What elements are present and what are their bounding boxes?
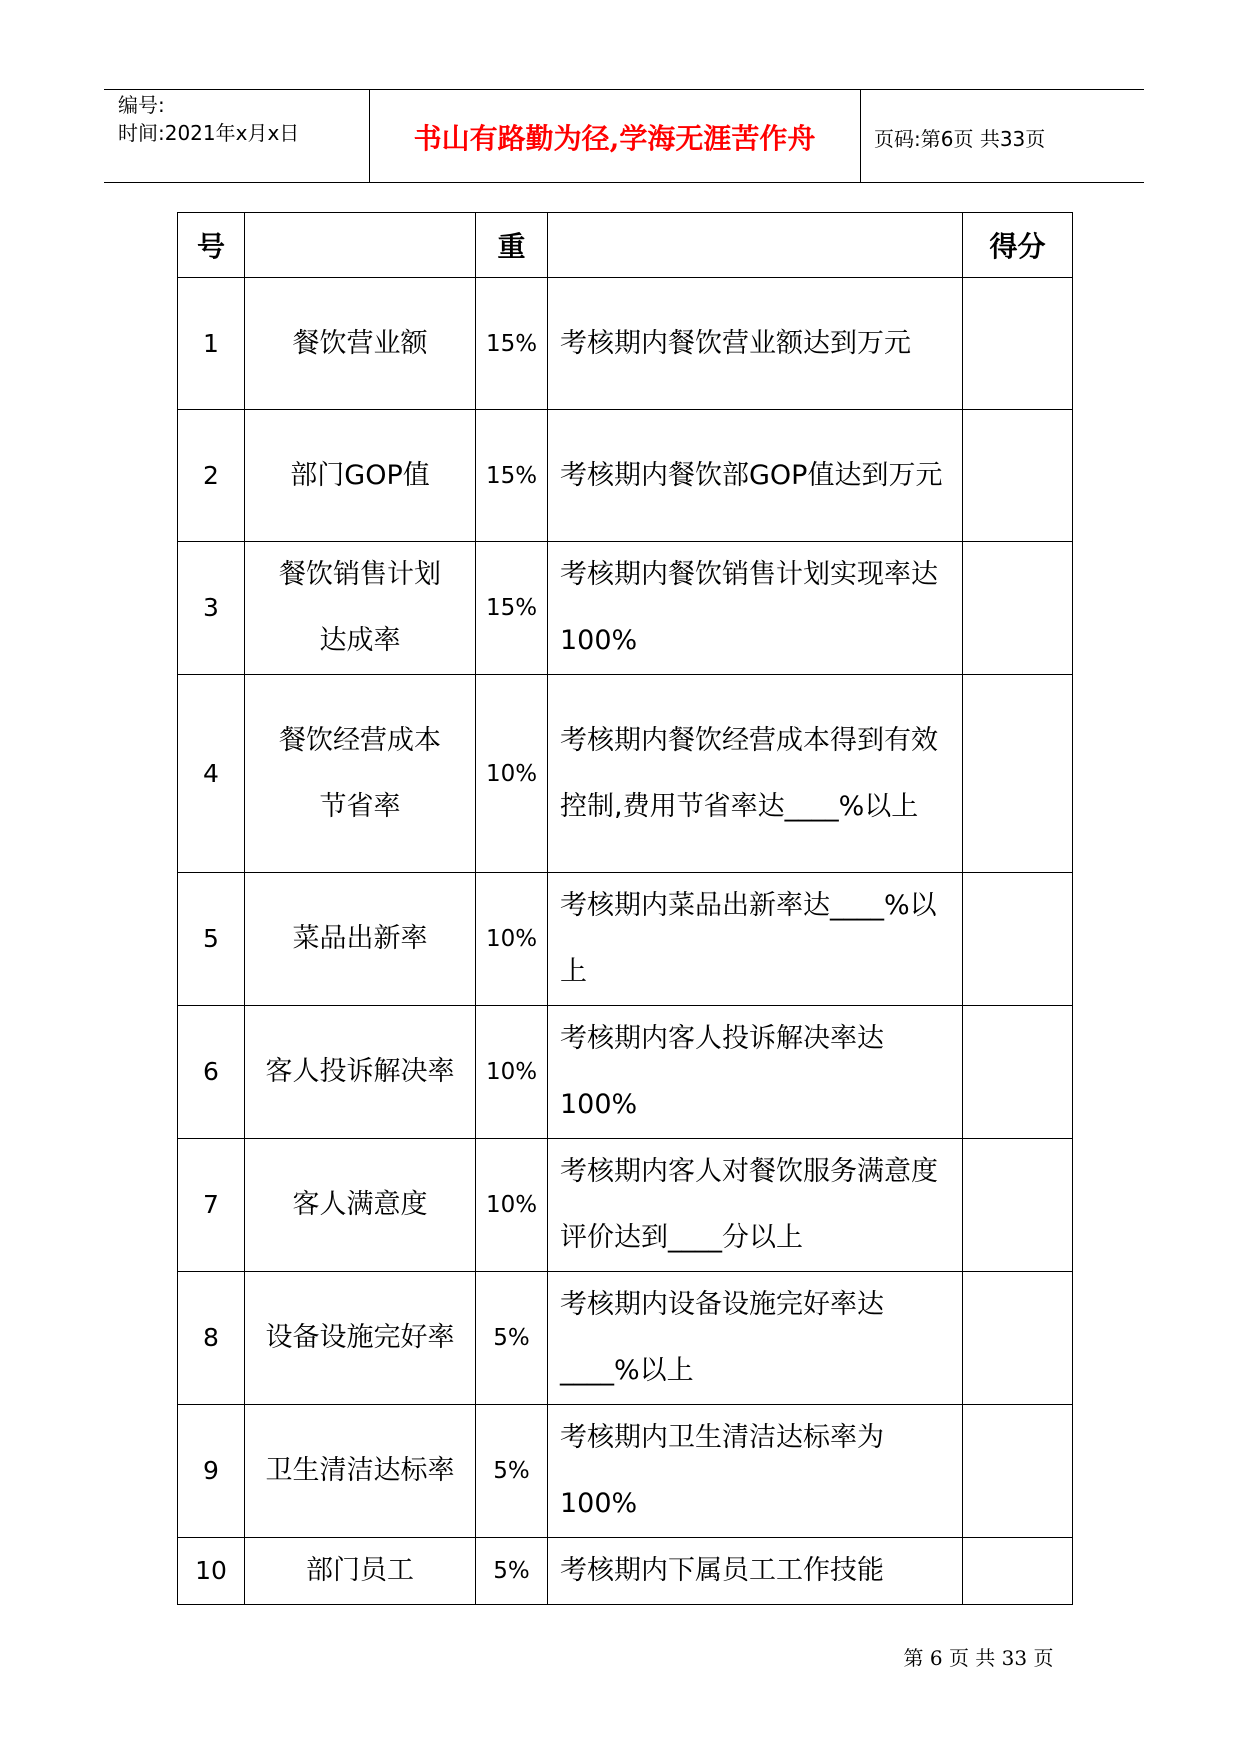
kpi-table: [177, 212, 1073, 1605]
table-row: [178, 1538, 1073, 1605]
score-cell: [963, 873, 1073, 1006]
score-cell: [963, 1006, 1073, 1139]
header-page-number: 页码:第6页 共33页: [874, 127, 1046, 151]
header-cell-score: 得分: [963, 213, 1073, 278]
footer-page-number: 第 6 页 共 33 页: [903, 1646, 1054, 1670]
header-divider: [860, 89, 861, 183]
table-row: [178, 1139, 1073, 1272]
indicator-name: 餐饮销售计划达成率: [245, 542, 476, 675]
indicator-weight: 10%: [476, 1139, 548, 1272]
indicator-weight: 10%: [476, 675, 548, 873]
indicator-name: 客人投诉解决率: [245, 1006, 476, 1139]
header-cell-weight: 重: [476, 213, 548, 278]
indicator-weight: 5%: [476, 1272, 548, 1405]
indicator-weight: 5%: [476, 1538, 548, 1605]
table-row: [178, 542, 1073, 675]
row-number: 10: [178, 1538, 245, 1605]
score-cell: [963, 675, 1073, 873]
indicator-weight: 15%: [476, 542, 548, 675]
row-number: 6: [178, 1006, 245, 1139]
table-row: [178, 1405, 1073, 1538]
indicator-name: 餐饮经营成本节省率: [245, 675, 476, 873]
table-row: [178, 1006, 1073, 1139]
indicator-desc: 考核期内菜品出新率达____%以上: [548, 873, 963, 1006]
indicator-name: 客人满意度: [245, 1139, 476, 1272]
indicator-name: 餐饮营业额: [245, 278, 476, 410]
indicator-desc: 考核期内下属员工工作技能: [548, 1538, 963, 1605]
indicator-desc: 考核期内客人投诉解决率达100%: [548, 1006, 963, 1139]
score-cell: [963, 1272, 1073, 1405]
row-number: 3: [178, 542, 245, 675]
indicator-name: 部门GOP值: [245, 410, 476, 542]
page-header: [104, 89, 1144, 183]
table-row: [178, 278, 1073, 410]
header-cell-name: [245, 213, 476, 278]
score-cell: [963, 542, 1073, 675]
table-header-row: [178, 213, 1073, 278]
indicator-weight: 15%: [476, 278, 548, 410]
header-top-rule: [104, 89, 1144, 90]
row-number: 7: [178, 1139, 245, 1272]
table-row: [178, 410, 1073, 542]
indicator-name: 部门员工: [245, 1538, 476, 1605]
row-number: 9: [178, 1405, 245, 1538]
row-number: 1: [178, 278, 245, 410]
row-number: 8: [178, 1272, 245, 1405]
row-number: 2: [178, 410, 245, 542]
header-cell-no: 号: [178, 213, 245, 278]
row-number: 5: [178, 873, 245, 1006]
indicator-desc: 考核期内餐饮部GOP值达到万元: [548, 410, 963, 542]
indicator-weight: 15%: [476, 410, 548, 542]
score-cell: [963, 1405, 1073, 1538]
time-label: 时间:2021年x月x日: [118, 121, 300, 145]
indicator-desc: 考核期内餐饮经营成本得到有效控制,费用节省率达____%以上: [548, 675, 963, 873]
indicator-name: 设备设施完好率: [245, 1272, 476, 1405]
indicator-weight: 10%: [476, 1006, 548, 1139]
indicator-desc: 考核期内餐饮营业额达到万元: [548, 278, 963, 410]
header-cell-desc: [548, 213, 963, 278]
serial-label: 编号:: [118, 93, 165, 117]
indicator-desc: 考核期内设备设施完好率达____%以上: [548, 1272, 963, 1405]
indicator-name: 卫生清洁达标率: [245, 1405, 476, 1538]
indicator-name: 菜品出新率: [245, 873, 476, 1006]
header-motto: 书山有路勤为径,学海无涯苦作舟: [413, 122, 816, 155]
indicator-weight: 5%: [476, 1405, 548, 1538]
table-row: [178, 675, 1073, 873]
table-row: [178, 1272, 1073, 1405]
row-number: 4: [178, 675, 245, 873]
table-row: [178, 873, 1073, 1006]
score-cell: [963, 410, 1073, 542]
indicator-desc: 考核期内餐饮销售计划实现率达100%: [548, 542, 963, 675]
indicator-desc: 考核期内客人对餐饮服务满意度评价达到____分以上: [548, 1139, 963, 1272]
score-cell: [963, 1538, 1073, 1605]
score-cell: [963, 1139, 1073, 1272]
indicator-weight: 10%: [476, 873, 548, 1006]
score-cell: [963, 278, 1073, 410]
page-footer: [0, 1642, 1241, 1671]
header-bottom-rule: [104, 182, 1144, 183]
indicator-desc: 考核期内卫生清洁达标率为100%: [548, 1405, 963, 1538]
